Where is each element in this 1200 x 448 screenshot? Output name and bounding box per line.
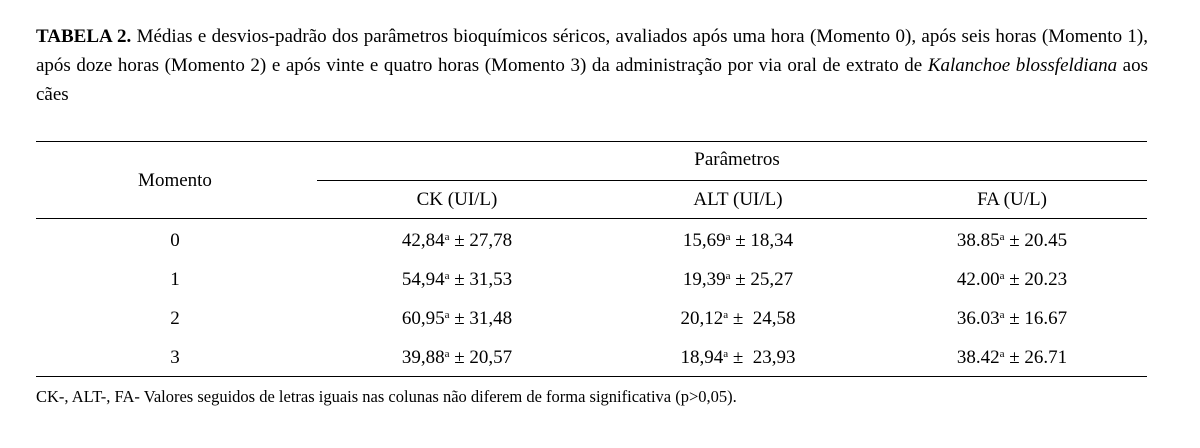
momento-header: Momento [138,170,212,191]
value-cell-ck [357,307,557,331]
value-cell-fa [912,307,1112,331]
mean-value: 15,69 [682,230,726,251]
momento-cell: 1 [170,269,180,290]
mean-value: 42,84 [401,230,445,251]
significance-letter: a [444,309,450,321]
value-cell-alt [638,307,838,331]
mean-value: 38.42 [956,347,1000,368]
value-cell-fa [912,346,1112,370]
momento-cell: 3 [170,347,180,368]
significance-letter: a [999,231,1005,243]
momento-cell: 0 [170,230,180,251]
caption-text: Médias e desvios-padrão dos parâmetros bioquímicos séricos, avaliados após uma hora (Momento 0), após seis horas (Momento 1), após doze horas (Momento 2) e após vinte e quatro horas (Momento 3) da administração por via oral de extrato de [36,26,1148,76]
value-cell-fa [912,268,1112,292]
sd-value: ± 26.71 [1004,347,1068,368]
value-cell-alt [638,229,838,253]
value-cell-fa [912,229,1112,253]
mean-value: 18,94 [680,347,724,368]
caption-label: TABELA 2. [36,26,132,47]
sd-value: ± 23,93 [728,347,796,368]
significance-letter: a [444,231,450,243]
significance-letter: a [999,348,1005,360]
sd-value: ± 31,53 [449,269,513,290]
momento-cell: 2 [170,308,180,329]
sd-value: ± 20,57 [449,347,513,368]
sd-value: ± 18,34 [730,230,794,251]
value-cell-ck [357,346,557,370]
sd-value: ± 16.67 [1004,308,1068,329]
group-header-rule [317,180,1147,181]
mean-value: 20,12 [680,308,724,329]
value-cell-alt [638,268,838,292]
value-cell-alt [638,346,838,370]
parametros-header: Parâmetros [694,149,780,170]
table-top-rule [36,141,1147,142]
mean-value: 36.03 [956,308,1000,329]
significance-letter: a [444,348,450,360]
value-cell-ck [357,268,557,292]
caption-species: Kalanchoe blossfeldiana [927,55,1118,76]
header-bottom-rule [36,218,1147,219]
column-header-alt: ALT (UI/L) [693,189,783,210]
table-footnote: CK-, ALT-, FA- Valores seguidos de letras iguais nas colunas não diferem de forma significativa (p>0,05). [36,387,737,406]
significance-letter: a [725,270,731,282]
column-header-ck: CK (UI/L) [416,189,498,210]
significance-letter: a [723,348,729,360]
significance-letter: a [999,309,1005,321]
significance-letter: a [444,270,450,282]
sd-value: ± 20.23 [1004,269,1068,290]
table-bottom-rule [36,376,1147,377]
sd-value: ± 25,27 [730,269,794,290]
mean-value: 19,39 [682,269,726,290]
value-cell-ck [357,229,557,253]
sd-value: ± 24,58 [728,308,796,329]
mean-value: 38.85 [956,230,1000,251]
table-caption [36,22,1148,109]
significance-letter: a [725,231,731,243]
mean-value: 39,88 [401,347,445,368]
sd-value: ± 27,78 [449,230,513,251]
caption-tail: aos cães [36,55,1148,105]
mean-value: 54,94 [401,269,445,290]
mean-value: 60,95 [401,308,445,329]
mean-value: 42.00 [956,269,1000,290]
sd-value: ± 31,48 [449,308,513,329]
significance-letter: a [723,309,729,321]
column-header-fa: FA (U/L) [977,189,1047,210]
sd-value: ± 20.45 [1004,230,1068,251]
significance-letter: a [999,270,1005,282]
